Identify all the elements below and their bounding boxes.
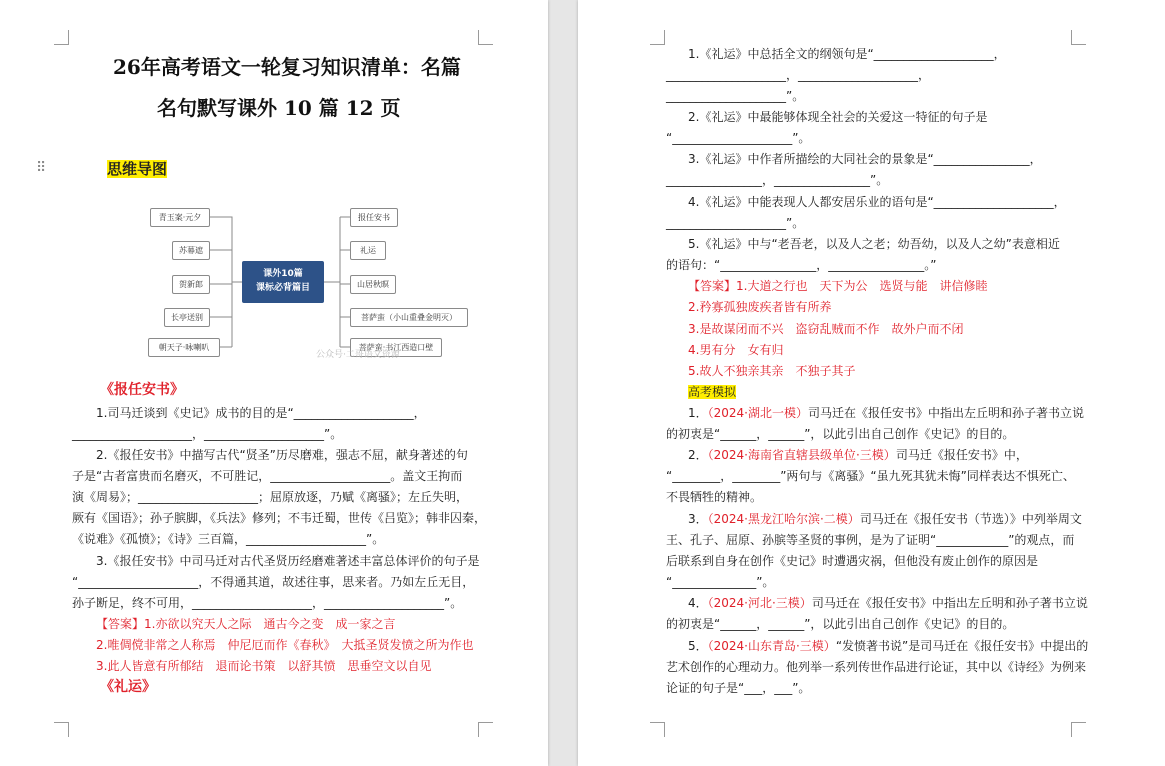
question-line: 2.《报任安书》中描写古代“贤圣”历尽磨难，强志不屈，献身著述的句 (96, 448, 468, 462)
answer-line: 3.此人皆意有所郁结 退而论书策 以舒其愤 思垂空文以自见 (96, 659, 432, 673)
mindmap-center-line2: 课标必背篇目 (255, 283, 310, 293)
mindmap-node-left: 青玉案·元夕 (150, 208, 210, 227)
gaokao-heading: 高考模拟 (688, 385, 737, 399)
crop-mark (54, 722, 69, 737)
practice-line: 不畏牺牲的精神。 (666, 490, 763, 504)
practice-line: 艺术创作的心理动力。他列举一系列传世作品进行论证，其中以《诗经》为例来 (666, 660, 1087, 674)
question-line: 5.《礼运》中与“老吾老，以及人之老；幼吾幼，以及人之幼”表意相近 (688, 237, 1060, 251)
mindmap-node-left: 贺新郎 (172, 275, 210, 294)
question-line: ________________，________________”。 (666, 173, 889, 187)
answer-line: 3.是故谋闭而不兴 盗窃乱贼而不作 故外户而不闭 (688, 322, 964, 336)
mindmap-node-right: 菩萨蛮·书江西造口壁 (350, 338, 442, 357)
question-line: 演《周易》；____________________；屈原放逐，乃赋《离骚》；左丘失明， (72, 490, 469, 504)
document-page-1 (0, 0, 548, 766)
mindmap-node-left: 苏幕遮 (172, 241, 210, 260)
practice-item: 3．（2024·黑龙江哈尔滨·二模）司马迁在《报任安书（节选）》中列举周文 (688, 512, 1082, 526)
practice-line: “______________”。 (666, 575, 775, 589)
mindmap-center-line1: 课外10篇 (263, 269, 303, 279)
mindmap-node-left: 长亭送别 (164, 308, 210, 327)
practice-line: 后联系到自身在创作《史记》时遭遇灾祸，但他没有废止创作的原因是 (666, 554, 1039, 568)
question-line: 3.《报任安书》中司马迁对古代圣贤历经磨难著述丰富总体评价的句子是 (96, 554, 480, 568)
doc-title-line1: 26年高考语文一轮复习知识清单：名篇 (113, 55, 461, 79)
practice-line: 的初衷是“______，______”，以此引出自己创作《史记》的目的。 (666, 427, 1015, 441)
practice-item: 2．（2024·海南省直辖县级单位·三模）司马迁《报任安书》中， (688, 448, 1028, 462)
crop-mark (54, 30, 69, 45)
crop-mark (478, 722, 493, 737)
mindmap-node-right: 报任安书 (350, 208, 398, 227)
section-title-baorenanshu: 《报任安书》 (100, 382, 184, 398)
crop-mark (1071, 30, 1086, 45)
question-line: ____________________，____________________， (666, 68, 931, 82)
question-line: 子是“古者富贵而名磨灭，不可胜记，____________________。盖文王拘而 (72, 469, 463, 483)
question-line: “____________________”。 (666, 131, 811, 145)
source-tag: （2024·黑龙江哈尔滨·二模） (707, 512, 860, 526)
mindmap-node-right: 礼运 (350, 241, 386, 260)
practice-item: 5．（2024·山东青岛·三模）“发愤著书说”是司马迁在《报任安书》中提出的 (688, 639, 1089, 653)
question-line: “____________________，不得通其道，故述往事，思来者。乃如左丘无目， (72, 575, 475, 589)
crop-mark (650, 30, 665, 45)
section-title-liyun: 《礼运》 (100, 679, 156, 695)
answer-line: 5.故人不独亲其亲 不独子其子 (688, 364, 856, 378)
drag-handle-icon[interactable]: ⠿ (36, 160, 45, 176)
question-line: 1.《礼运》中总括全文的纲领句是“____________________， (688, 47, 1006, 61)
question-line: 3.《礼运》中作者所描绘的大同社会的景象是“________________， (688, 152, 1042, 166)
practice-line: 的初衷是“______，______”，以此引出自己创作《史记》的目的。 (666, 617, 1015, 631)
question-line: 厥有《国语》；孙子膑脚，《兵法》修列；不韦迁蜀，世传《吕览》；韩非囚秦， (72, 511, 487, 525)
crop-mark (1071, 722, 1086, 737)
answer-line: 2.矜寡孤独废疾者皆有所养 (688, 300, 832, 314)
question-line: 4.《礼运》中能表现人人都安居乐业的语句是“____________________， (688, 195, 1066, 209)
source-tag: （2024·河北·三模） (707, 596, 812, 610)
question-line: 1.司马迁谈到《史记》成书的目的是“____________________， (96, 406, 426, 420)
source-tag: （2024·湖北一模） (707, 406, 808, 420)
practice-line: 王、孔子、屈原、孙膑等圣贤的事例，是为了证明“____________”的观点，而 (666, 533, 1075, 547)
question-line: ____________________”。 (666, 216, 805, 230)
source-tag: （2024·山东青岛·三模） (707, 639, 836, 653)
question-line: ____________________，____________________”。 (72, 427, 343, 441)
mindmap-heading: 思维导图 (107, 160, 168, 178)
question-line: 《说难》《孤愤》；《诗》三百篇，____________________”。 (72, 532, 385, 546)
answer-line: 2.唯倜傥非常之人称焉 仲尼厄而作《春秋》 大抵圣贤发愤之所为作也 (96, 638, 474, 652)
practice-line: “________，________”两句与《离骚》“虽九死其犹未悔”同样表达不惧死亡、 (666, 469, 1075, 483)
answer-line: 【答案】1.大道之行也 天下为公 选贤与能 讲信修睦 (688, 279, 988, 293)
crop-mark (650, 722, 665, 737)
practice-item: 4．（2024·河北·三模）司马迁在《报任安书》中指出左丘明和孙子著书立说 (688, 596, 1088, 610)
mindmap-diagram (146, 206, 468, 362)
practice-item: 1．（2024·湖北一模）司马迁在《报任安书》中指出左丘明和孙子著书立说 (688, 406, 1085, 420)
mindmap-node-right: 山居秋暝 (350, 275, 396, 294)
mindmap-center-node (242, 261, 324, 303)
question-line: ____________________”。 (666, 89, 805, 103)
doc-title-line2: 名句默写课外 10 篇 12 页 (157, 96, 401, 120)
crop-mark (478, 30, 493, 45)
question-line: 的语句：“________________，________________。” (666, 258, 937, 272)
mindmap-node-right: 菩萨蛮（小山重叠金明灭） (350, 308, 468, 327)
source-tag: （2024·海南省直辖县级单位·三模） (707, 448, 896, 462)
watermark: 公众号·二哥语文资源 (316, 350, 400, 360)
answer-line: 4.男有分 女有归 (688, 343, 784, 357)
practice-line: 论证的句子是“___，___”。 (666, 681, 811, 695)
document-page-2 (578, 0, 1165, 766)
question-line: 2.《礼运》中最能够体现全社会的关爱这一特征的句子是 (688, 110, 988, 124)
answer-line: 【答案】1.亦欲以究天人之际 通古今之变 成一家之言 (96, 617, 396, 631)
mindmap-node-left: 朝天子·咏喇叭 (148, 338, 220, 357)
question-line: 孙子断足，终不可用，____________________，____________________”。 (72, 596, 463, 610)
